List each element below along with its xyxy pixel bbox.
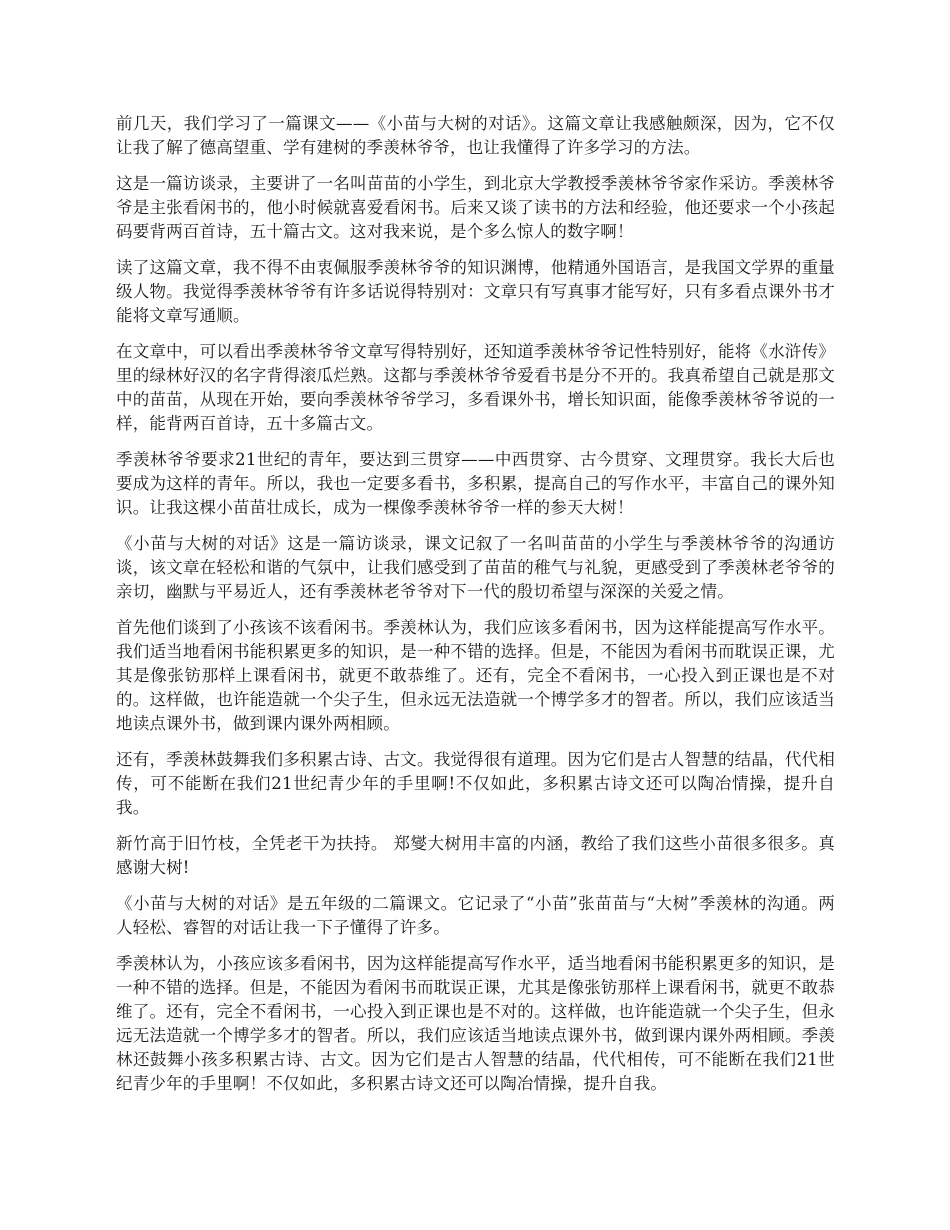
paragraph-2: 这是一篇访谈录，主要讲了一名叫苗苗的小学生，到北京大学教授季羡林爷爷家作采访。季羡林爷爷是主张看闲书的，他小时候就喜爱看闲书。后来又谈了读书的方法和经验，他还要求一个小孩起码要背两百首诗，五十篇古文。这对我来说，是个多么惊人的数字啊！	[116, 174, 835, 241]
paragraph-10: 《小苗与大树的对话》是五年级的二篇课文。它记录了“小苗”张苗苗与“大树”季羡林的沟通。两人轻松、睿智的对话让我一下子懂得了许多。	[116, 894, 835, 937]
paragraph-11: 季羡林认为，小孩应该多看闲书，因为这样能提高写作水平，适当地看闲书能积累更多的知识，是一种不错的选择。但是，不能因为看闲书而耽误正课，尤其是像张钫那样上课看闲书，就更不敢恭维了。还有，完全不看闲书，一心投入到正课也是不对的。这样做，也许能造就一个尖子生，但永远无法造就一个博学多才的智者。所以，我们应该适当地读点课外书，做到课内课外两相顾。季羡林还鼓舞小孩多积累古诗、古文。因为它们是古人智慧的结晶，代代相传，可不能断在我们21世纪青少年的手里啊！不仅如此，多积累古诗文还可以陶冶情操，提升自我。	[116, 954, 835, 1093]
paragraph-6: 《小苗与大树的对话》这是一篇访谈录，课文记叙了一名叫苗苗的小学生与季羡林爷爷的沟通访谈，该文章在轻松和谐的气氛中，让我们感受到了苗苗的稚气与礼貌，更感受到了季羡林老爷爷的亲切，幽默与平易近人，还有季羡林老爷爷对下一代的殷切希望与深深的关爱之情。	[116, 534, 835, 601]
paragraph-8: 还有，季羡林鼓舞我们多积累古诗、古文。我觉得很有道理。因为它们是古人智慧的结晶，代代相传，可不能断在我们21世纪青少年的手里啊!不仅如此，多积累古诗文还可以陶冶情操，提升自我。	[116, 750, 835, 817]
paragraph-1: 前几天，我们学习了一篇课文——《小苗与大树的对话》。这篇文章让我感触颇深，因为，它不仅让我了解了德高望重、学有建树的季羡林爷爷，也让我懂得了许多学习的方法。	[116, 114, 835, 157]
paragraph-3: 读了这篇文章，我不得不由衷佩服季羡林爷爷的知识渊博，他精通外国语言，是我国文学界的重量级人物。我觉得季羡林爷爷有许多话说得特别对：文章只有写真事才能写好，只有多看点课外书才能将文章写通顺。	[116, 258, 835, 325]
paragraph-5: 季羡林爷爷要求21世纪的青年，要达到三贯穿——中西贯穿、古今贯穿、文理贯穿。我长大后也要成为这样的青年。所以，我也一定要多看书，多积累，提高自己的写作水平，丰富自己的课外知识。让我这棵小苗苗壮成长，成为一棵像季羡林爷爷一样的参天大树！	[116, 450, 835, 517]
paragraph-9: 新竹高于旧竹枝，全凭老干为扶持。 郑燮大树用丰富的内涵，教给了我们这些小苗很多很多。真感谢大树!	[116, 834, 835, 877]
paragraph-7: 首先他们谈到了小孩该不该看闲书。季羡林认为，我们应该多看闲书，因为这样能提高写作水平。我们适当地看闲书能积累更多的知识，是一种不错的选择。但是，不能因为看闲书而耽误正课，尤其是像张钫那样上课看闲书，就更不敢恭维了。还有，完全不看闲书，一心投入到正课也是不对的。这样做，也许能造就一个尖子生，但永远无法造就一个博学多才的智者。所以，我们应该适当地读点课外书，做到课内课外两相顾。	[116, 618, 835, 733]
paragraph-4: 在文章中，可以看出季羡林爷爷文章写得特别好，还知道季羡林爷爷记性特别好，能将《水浒传》里的绿林好汉的名字背得滚瓜烂熟。这都与季羡林爷爷爱看书是分不开的。我真希望自己就是那文中的苗苗，从现在开始，要向季羡林爷爷学习，多看课外书，增长知识面，能像季羡林爷爷说的一样，能背两百首诗，五十多篇古文。	[116, 342, 835, 433]
